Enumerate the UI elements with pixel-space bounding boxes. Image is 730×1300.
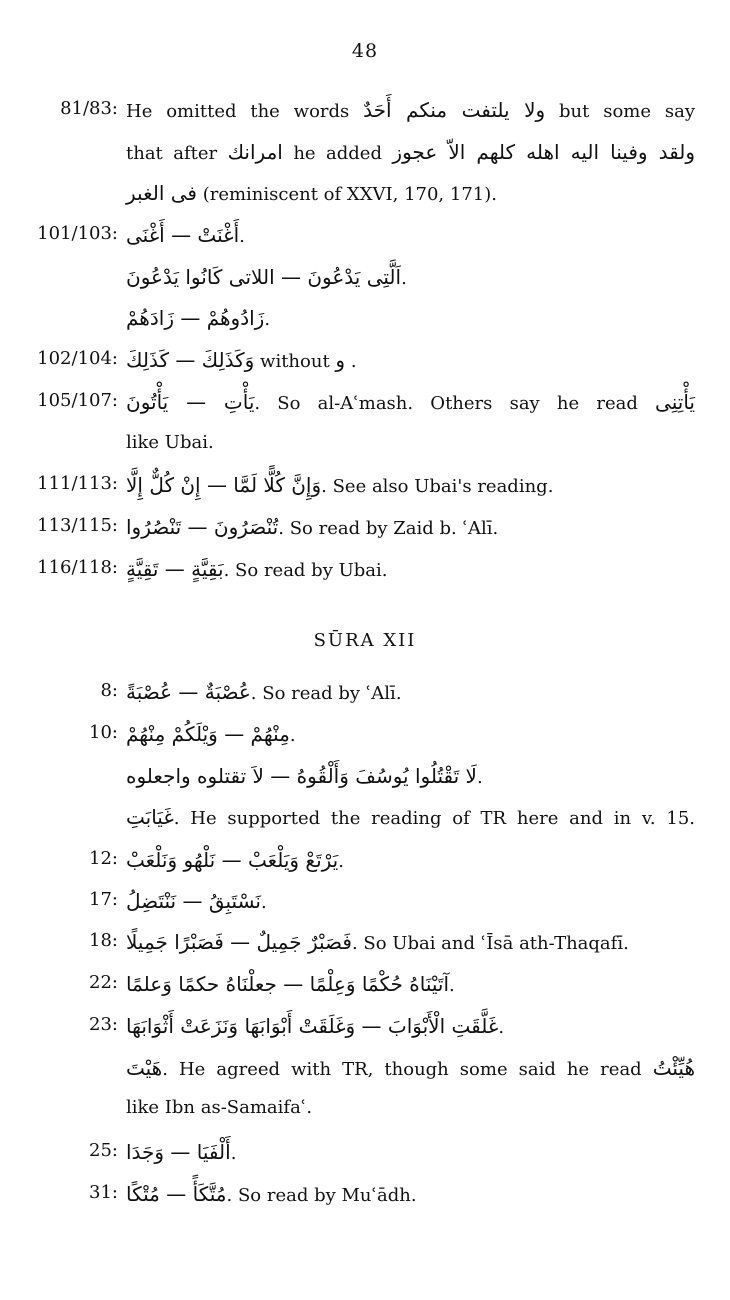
arabic-text: أَلْفَيَا — وَجَدَا bbox=[126, 1140, 231, 1164]
entry-line bbox=[126, 557, 695, 581]
verse-ref: 22: bbox=[89, 972, 118, 993]
verse-ref: 17: bbox=[89, 889, 118, 910]
arabic-text: عُصْبَةٌ — عُصْبَةً bbox=[126, 680, 251, 704]
arabic-text: هُيِّئْتُ bbox=[652, 1055, 695, 1080]
english-text: . So al-Aʿmash. Others say he read bbox=[254, 393, 656, 414]
entry-line bbox=[126, 805, 695, 829]
entry-line bbox=[126, 181, 695, 205]
entry-line bbox=[126, 889, 695, 913]
english-text: without bbox=[254, 351, 336, 372]
verse-ref: 8: bbox=[100, 680, 118, 701]
verse-ref: 18: bbox=[89, 930, 118, 951]
english-text: . bbox=[338, 851, 344, 872]
english-text: . bbox=[264, 309, 271, 330]
english-text: . bbox=[498, 1017, 505, 1038]
arabic-text: يَأْتِنِى bbox=[655, 390, 695, 414]
english-text: . So read by Zaid b. ʿAlī. bbox=[278, 518, 499, 539]
verse-ref: 10: bbox=[89, 722, 118, 743]
arabic-text: آتَيْنَاهُ حُكْمًا وَعِلْمًا — جعلْنَاهُ حكمًا وَعلمًا bbox=[126, 972, 450, 996]
page-number: 48 bbox=[351, 40, 379, 62]
entry-line bbox=[126, 680, 695, 704]
arabic-text: فى الغبر bbox=[126, 181, 197, 205]
entry-line bbox=[126, 306, 695, 330]
english-text: . bbox=[345, 351, 357, 372]
entry-line bbox=[126, 1182, 695, 1206]
english-text: . So read by ʿAlī. bbox=[250, 683, 402, 704]
arabic-text: و bbox=[335, 348, 346, 372]
arabic-text: مِنْهُمْ — وَيْلَكُمْ مِنْهُمْ bbox=[126, 722, 290, 746]
entry-line bbox=[126, 98, 695, 122]
english-text: . bbox=[230, 1143, 237, 1164]
english-text: but some say bbox=[545, 101, 695, 122]
entry-line bbox=[126, 1097, 695, 1118]
arabic-text: وَكَذَلِكَ — كَذَلِكَ bbox=[126, 348, 255, 372]
arabic-text: ولا يلتفت منكم أَحَدٌ bbox=[363, 98, 546, 122]
english-text: . So read by Muʿādh. bbox=[226, 1185, 417, 1206]
entry-line bbox=[126, 722, 695, 746]
entry-line bbox=[126, 972, 695, 996]
entry-line bbox=[126, 515, 695, 539]
verse-ref: 81/83: bbox=[60, 98, 118, 119]
english-text: . bbox=[289, 725, 296, 746]
english-text: . bbox=[401, 267, 407, 289]
arabic-text: مُتَّكَأً — مُتْكًا bbox=[126, 1182, 227, 1206]
english-text: . He agreed with TR, though some said he read bbox=[162, 1058, 653, 1080]
entry-line bbox=[126, 930, 695, 954]
verse-ref: 31: bbox=[89, 1182, 118, 1203]
english-text: . He supported the reading of TR here and in v. 15. bbox=[173, 808, 695, 829]
arabic-text: أَغْنَتْ — أَغْنَى bbox=[126, 223, 240, 247]
arabic-text: تُنْصَرُونَ — تَنْصُرُوا bbox=[126, 515, 279, 539]
english-text: . So read by Ubai. bbox=[223, 560, 388, 581]
entry-line bbox=[126, 348, 695, 372]
arabic-text: اَلَّتِى يَدْعُونَ — اللاتى كَانُوا يَدْعُونَ bbox=[126, 264, 402, 289]
arabic-text: غَيَابَتِ bbox=[126, 805, 174, 829]
verse-ref: 12: bbox=[89, 848, 118, 869]
english-text: like Ibn as-Samaifaʿ. bbox=[126, 1097, 313, 1118]
english-text: (reminiscent of XXVI, 170, 171). bbox=[196, 184, 497, 205]
entry-line bbox=[126, 1014, 695, 1038]
english-text: he added bbox=[282, 142, 393, 164]
english-text: . bbox=[449, 975, 455, 996]
arabic-text: غَلَّقَتِ الْأَبْوَابَ — وَغَلَقَتْ أَبْوَابَهَا وَنَزَعَتْ أَثْوَابَهَا bbox=[126, 1014, 499, 1038]
verse-ref: 25: bbox=[89, 1140, 118, 1161]
english-text: . bbox=[476, 766, 483, 788]
verse-ref: 102/104: bbox=[37, 348, 118, 369]
entry-line bbox=[126, 1140, 695, 1164]
arabic-text: امرانك bbox=[227, 139, 283, 164]
english-text: that after bbox=[126, 142, 228, 164]
arabic-text: فَصَبْرٌ جَمِيلٌ — فَصَبْرًا جَمِيلًا bbox=[126, 930, 352, 954]
verse-ref: 116/118: bbox=[37, 557, 118, 578]
verse-ref: 113/115: bbox=[37, 515, 118, 536]
entry-line bbox=[126, 223, 695, 247]
english-text: . bbox=[239, 226, 245, 247]
english-text: like Ubai. bbox=[126, 431, 214, 453]
verse-ref: 111/113: bbox=[37, 473, 118, 494]
verse-ref: 23: bbox=[89, 1014, 118, 1035]
entry-line bbox=[126, 848, 695, 872]
arabic-text: وَإِنَّ كُلًّا لَمَّا — إِنْ كُلٌّ إِلَّا bbox=[126, 473, 322, 497]
arabic-text: زَادُوهُمْ — زَادَهُمْ bbox=[126, 306, 265, 330]
arabic-text: يَأْتِ — يَأْتُونَ bbox=[126, 390, 255, 414]
sura-heading: SŪRA XII bbox=[313, 630, 417, 651]
arabic-text: هَيْتَ bbox=[126, 1055, 163, 1080]
entry-line bbox=[126, 1056, 695, 1080]
arabic-text: بَقِيَّةٍ — تَقِيَّةٍ bbox=[126, 557, 224, 581]
arabic-text: نَسْتَبِقُ — نَنْتَضِلُ bbox=[126, 889, 261, 913]
arabic-text: يَرْتَعْ وَيَلْعَبْ — نَلْهُو وَنَلْعَبْ bbox=[126, 848, 339, 872]
entry-line bbox=[126, 265, 695, 289]
english-text: . See also Ubai's reading. bbox=[321, 476, 554, 497]
entry-line bbox=[126, 764, 695, 788]
entry-line bbox=[126, 140, 695, 164]
english-text: . So Ubai and ʿĪsā ath-Thaqafī. bbox=[351, 933, 629, 954]
entry-line bbox=[126, 432, 695, 453]
arabic-text: لَا تَقْتُلُوا يُوسُفَ وَأَلْقُوهُ — لاَ تقتلوه واجعلوه bbox=[126, 763, 477, 788]
english-text: . bbox=[261, 892, 267, 913]
entry-line bbox=[126, 390, 695, 414]
verse-ref: 101/103: bbox=[37, 223, 118, 244]
verse-ref: 105/107: bbox=[37, 390, 118, 411]
english-text: He omitted the words bbox=[126, 101, 364, 122]
arabic-text: ولقد وفينا اليه اهله كلهم الاّ عجوز bbox=[392, 139, 695, 164]
entry-line bbox=[126, 473, 695, 497]
